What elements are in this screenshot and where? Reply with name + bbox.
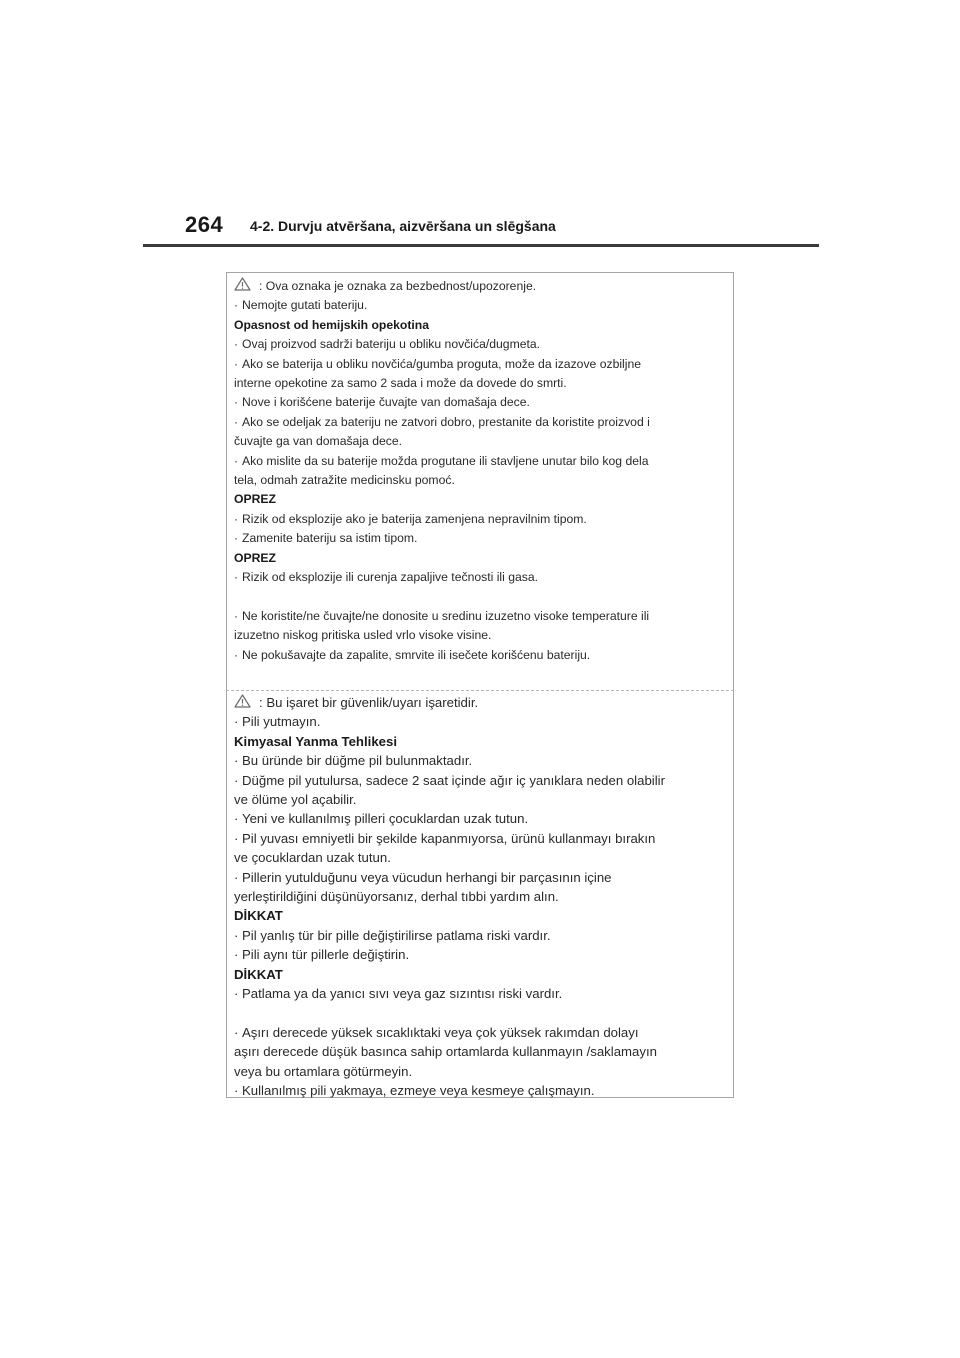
continuation-line	[234, 626, 728, 645]
language-divider	[226, 690, 734, 691]
bullet-dot: ·	[234, 395, 239, 410]
bullet-item	[234, 868, 728, 887]
line-text: čuvajte ga van domašaja dece.	[234, 434, 403, 449]
bullet-item	[234, 607, 728, 626]
line-text: Ako se odeljak za bateriju ne zatvori dobro, prestanite da koristite proizvod i	[242, 414, 650, 429]
page-number: 264	[185, 212, 224, 237]
line-text: Ako se baterija u obliku novčića/gumba proguta, može da izazove ozbiljne	[242, 356, 642, 371]
bullet-dot: ·	[234, 414, 239, 429]
bullet-dot: ·	[234, 511, 239, 526]
bullet-item	[234, 510, 728, 529]
line-text: Ne pokušavajte da zapalite, smrvite ili isečete korišćenu bateriju.	[242, 647, 591, 662]
section-heading	[234, 732, 728, 751]
bullet-dot: ·	[234, 531, 239, 546]
line-text: Pili aynı tür pillerle değiştirin.	[242, 947, 410, 963]
line-text: Düğme pil yutulursa, sadece 2 saat içinde ağır iç yanıklara neden olabilir	[242, 772, 665, 788]
bullet-dot: ·	[234, 714, 239, 730]
bullet-dot: ·	[234, 453, 239, 468]
bullet-item	[234, 393, 728, 412]
section-heading	[234, 906, 728, 925]
line-text: Patlama ya da yanıcı sıvı veya gaz sızıntısı riski vardır.	[242, 986, 563, 1002]
bullet-item	[234, 829, 728, 848]
bullet-dot: ·	[234, 927, 239, 943]
line-text: Pil yuvası emniyetli bir şekilde kapanmıyorsa, ürünü kullanmayı bırakın	[242, 830, 656, 846]
bullet-item	[234, 355, 728, 374]
bullet-item	[234, 413, 728, 432]
line-text: izuzetno niskog pritiska usled vrlo visoke visine.	[234, 628, 492, 643]
bullet-item	[234, 1081, 728, 1100]
line-text: Pili yutmayın.	[242, 714, 321, 730]
line-text: Pil yanlış tür bir pille değiştirilirse patlama riski vardır.	[242, 927, 551, 943]
turkish-warning-text	[234, 693, 728, 1101]
line-text: tela, odmah zatražite medicinsku pomoć.	[234, 473, 455, 488]
bullet-dot: ·	[234, 753, 239, 769]
bullet-dot: ·	[234, 772, 239, 788]
continuation-line	[234, 432, 728, 451]
line-text: OPREZ	[234, 550, 276, 565]
line-text: Kullanılmış pili yakmaya, ezmeye veya kesmeye çalışmayın.	[242, 1083, 595, 1099]
bullet-dot: ·	[234, 337, 239, 352]
bullet-item	[234, 296, 728, 315]
bullet-item	[234, 452, 728, 471]
warning-symbol-line	[234, 693, 728, 712]
bullet-dot: ·	[234, 947, 239, 963]
bullet-dot: ·	[234, 1024, 239, 1040]
bullet-dot: ·	[234, 869, 239, 885]
bullet-item	[234, 646, 728, 665]
line-text: Ako mislite da su baterije možda progutane ili stavljene unutar bilo kog dela	[242, 453, 649, 468]
continuation-line	[234, 848, 728, 867]
line-text: Ne koristite/ne čuvajte/ne donosite u sredinu izuzetno visoke temperature ili	[242, 608, 650, 623]
line-text: Pillerin yutulduğunu veya vücudun herhangi bir parçasının içine	[242, 869, 612, 885]
line-text: OPREZ	[234, 492, 276, 507]
continuation-line	[234, 887, 728, 906]
line-text: Nemojte gutati bateriju.	[242, 298, 368, 313]
continuation-line	[234, 374, 728, 393]
line-text: veya bu ortamlara götürmeyin.	[234, 1063, 413, 1079]
line-text: Ovaj proizvod sadrži bateriju u obliku novčića/dugmeta.	[242, 337, 541, 352]
line-text: DİKKAT	[234, 908, 283, 924]
bullet-dot: ·	[234, 570, 239, 585]
bullet-item	[234, 809, 728, 828]
bullet-item	[234, 751, 728, 770]
section-title: 4-2. Durvju atvēršana, aizvēršana un slēgšana	[250, 218, 556, 234]
line-text: Aşırı derecede yüksek sıcaklıktaki veya çok yüksek rakımdan dolayı	[242, 1024, 639, 1040]
blank-line	[234, 588, 728, 607]
warning-triangle-icon	[234, 277, 251, 291]
line-text: Bu üründe bir düğme pil bulunmaktadır.	[242, 753, 473, 769]
bullet-item	[234, 771, 728, 790]
bullet-item	[234, 335, 728, 354]
bullet-dot: ·	[234, 298, 239, 313]
line-text: yerleştirildiğini düşünüyorsanız, derhal tıbbi yardım alın.	[234, 889, 559, 905]
line-text: aşırı derecede düşük basınca sahip ortamlarda kullanmayın /saklamayın	[234, 1044, 657, 1060]
section-heading	[234, 965, 728, 984]
warning-symbol-line	[234, 277, 728, 296]
header-rule	[143, 244, 819, 247]
warning-triangle-icon	[234, 694, 251, 708]
blank-line	[234, 1004, 728, 1023]
section-heading	[234, 549, 728, 568]
bullet-dot: ·	[234, 356, 239, 371]
bullet-dot: ·	[234, 1083, 239, 1099]
line-text: : Ova oznaka je oznaka za bezbednost/upozorenje.	[259, 279, 537, 293]
line-text: Opasnost od hemijskih opekotina	[234, 317, 430, 332]
section-heading	[234, 316, 728, 335]
line-text: Yeni ve kullanılmış pilleri çocuklardan uzak tutun.	[242, 811, 529, 827]
continuation-line	[234, 1042, 728, 1061]
continuation-line	[234, 1062, 728, 1081]
line-text: DİKKAT	[234, 966, 283, 982]
line-text: Kimyasal Yanma Tehlikesi	[234, 733, 397, 749]
line-text: Rizik od eksplozije ako je baterija zamenjena nepravilnim tipom.	[242, 511, 587, 526]
bullet-item	[234, 926, 728, 945]
section-heading	[234, 490, 728, 509]
bullet-dot: ·	[234, 830, 239, 846]
bullet-dot: ·	[234, 647, 239, 662]
line-text: ve çocuklardan uzak tutun.	[234, 850, 391, 866]
bullet-item	[234, 529, 728, 548]
bullet-dot: ·	[234, 986, 239, 1002]
line-text: interne opekotine za samo 2 sada i može da dovede do smrti.	[234, 376, 567, 391]
line-text: Zamenite bateriju sa istim tipom.	[242, 531, 418, 546]
line-text: Nove i korišćene baterije čuvajte van domašaja dece.	[242, 395, 530, 410]
continuation-line	[234, 471, 728, 490]
bullet-item	[234, 568, 728, 587]
line-text: Rizik od eksplozije ili curenja zapaljive tečnosti ili gasa.	[242, 570, 539, 585]
bullet-item	[234, 1023, 728, 1042]
bullet-item	[234, 945, 728, 964]
line-text: : Bu işaret bir güvenlik/uyarı işaretidir.	[259, 695, 479, 710]
bullet-dot: ·	[234, 608, 239, 623]
continuation-line	[234, 790, 728, 809]
serbian-warning-text	[234, 277, 728, 665]
bullet-item	[234, 712, 728, 731]
line-text: ve ölüme yol açabilir.	[234, 792, 357, 808]
bullet-dot: ·	[234, 811, 239, 827]
bullet-item	[234, 984, 728, 1003]
